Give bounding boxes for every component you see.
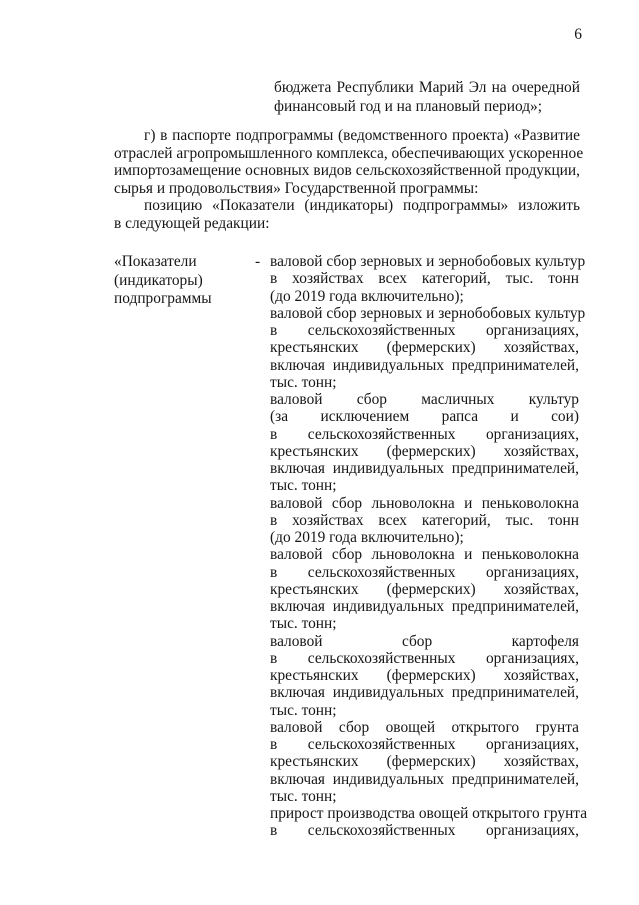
indicator-line: в хозяйствах всех категорий, тыс. тонн [270, 270, 579, 288]
indicator-line: в хозяйствах всех категорий, тыс. тонн [270, 511, 579, 529]
indicator-line: валовой сбор льноволокна и пеньковолокна [270, 546, 579, 564]
indicator-line: крестьянских (фермерских) хозяйствах, [270, 339, 579, 357]
indicator-line: в сельскохозяйственных организациях, [270, 322, 579, 339]
indicator-line: крестьянских (фермерских) хозяйствах, [270, 580, 579, 598]
indicator-line: включая индивидуальных предпринимателей, [270, 356, 579, 374]
paragraph-line: г) в паспорте подпрограммы (ведомственного проекта) «Развитие [144, 127, 580, 144]
indicator-line: (до 2019 года включительно); [270, 287, 464, 305]
indicator-line: тыс. тонн; [270, 701, 337, 719]
indicator-line: прирост производства овощей открытого грунта [270, 805, 588, 822]
page-number: 6 [574, 26, 582, 43]
indicator-line: включая индивидуальных предпринимателей, [270, 598, 579, 615]
paragraph-g [114, 127, 584, 233]
paragraph-line: сырья и продовольствия» Государственной программы: [114, 179, 479, 197]
indicator-line: в сельскохозяйственных организациях, [270, 736, 579, 753]
indicator-line: включая индивидуальных предпринимателей, [270, 770, 579, 788]
list-dash: - [255, 253, 261, 270]
indicator-line: тыс. тонн; [270, 373, 337, 391]
position-label [114, 253, 212, 309]
indicator-line: тыс. тонн; [270, 787, 337, 805]
indicator-line: валовой сбор льноволокна и пеньковолокна [270, 494, 579, 512]
paragraph-line: импортозамещение основных видов сельскохозяйственной продукции, [114, 162, 580, 180]
indicator-line: тыс. тонн; [270, 615, 337, 633]
indicator-line: в сельскохозяйственных организациях, [270, 649, 579, 667]
paragraph-line: позицию «Показатели (индикаторы) подпрограммы» изложить [144, 197, 580, 215]
paragraph-line: в следующей редакции: [114, 214, 270, 232]
indicator-line: (за исключением рапса и сои) [270, 408, 579, 426]
indicator-line: тыс. тонн; [270, 477, 337, 495]
indicator-line: валовой сбор зерновых и зернобобовых культур [270, 304, 586, 322]
label-line: подпрограммы [114, 290, 212, 308]
label-line: «Показатели [114, 253, 197, 270]
indicator-line: крестьянских (фермерских) хозяйствах, [270, 753, 579, 771]
indicator-line: (до 2019 года включительно); [270, 529, 464, 546]
indicator-line: включая индивидуальных предпринимателей, [270, 460, 579, 477]
intro-paragraph [274, 79, 580, 116]
paragraph-line: отраслей агропромышленного комплекса, обеспечивающих ускоренное [114, 144, 584, 162]
indicator-line: в сельскохозяйственных организациях, [270, 563, 579, 581]
indicator-line: в сельскохозяйственных организациях, [270, 822, 579, 840]
indicator-line: валовой сбор масличных культур [270, 391, 579, 408]
indicator-line: валовой сбор зерновых и зернобобовых культур [270, 253, 586, 270]
indicator-line: в сельскохозяйственных организациях, [270, 425, 579, 443]
indicator-line: крестьянских (фермерских) хозяйствах, [270, 667, 579, 684]
indicator-line: крестьянских (фермерских) хозяйствах, [270, 442, 579, 460]
indicators-list [270, 253, 588, 840]
label-line: (индикаторы) [114, 271, 203, 289]
intro-line: бюджета Республики Марий Эл на очередной [274, 79, 580, 96]
intro-line: финансовый год и на плановый период»; [274, 97, 543, 115]
indicator-line: валовой сбор картофеля [270, 632, 579, 650]
indicator-line: валовой сбор овощей открытого грунта [270, 718, 579, 736]
indicator-line: включая индивидуальных предпринимателей, [270, 684, 579, 702]
